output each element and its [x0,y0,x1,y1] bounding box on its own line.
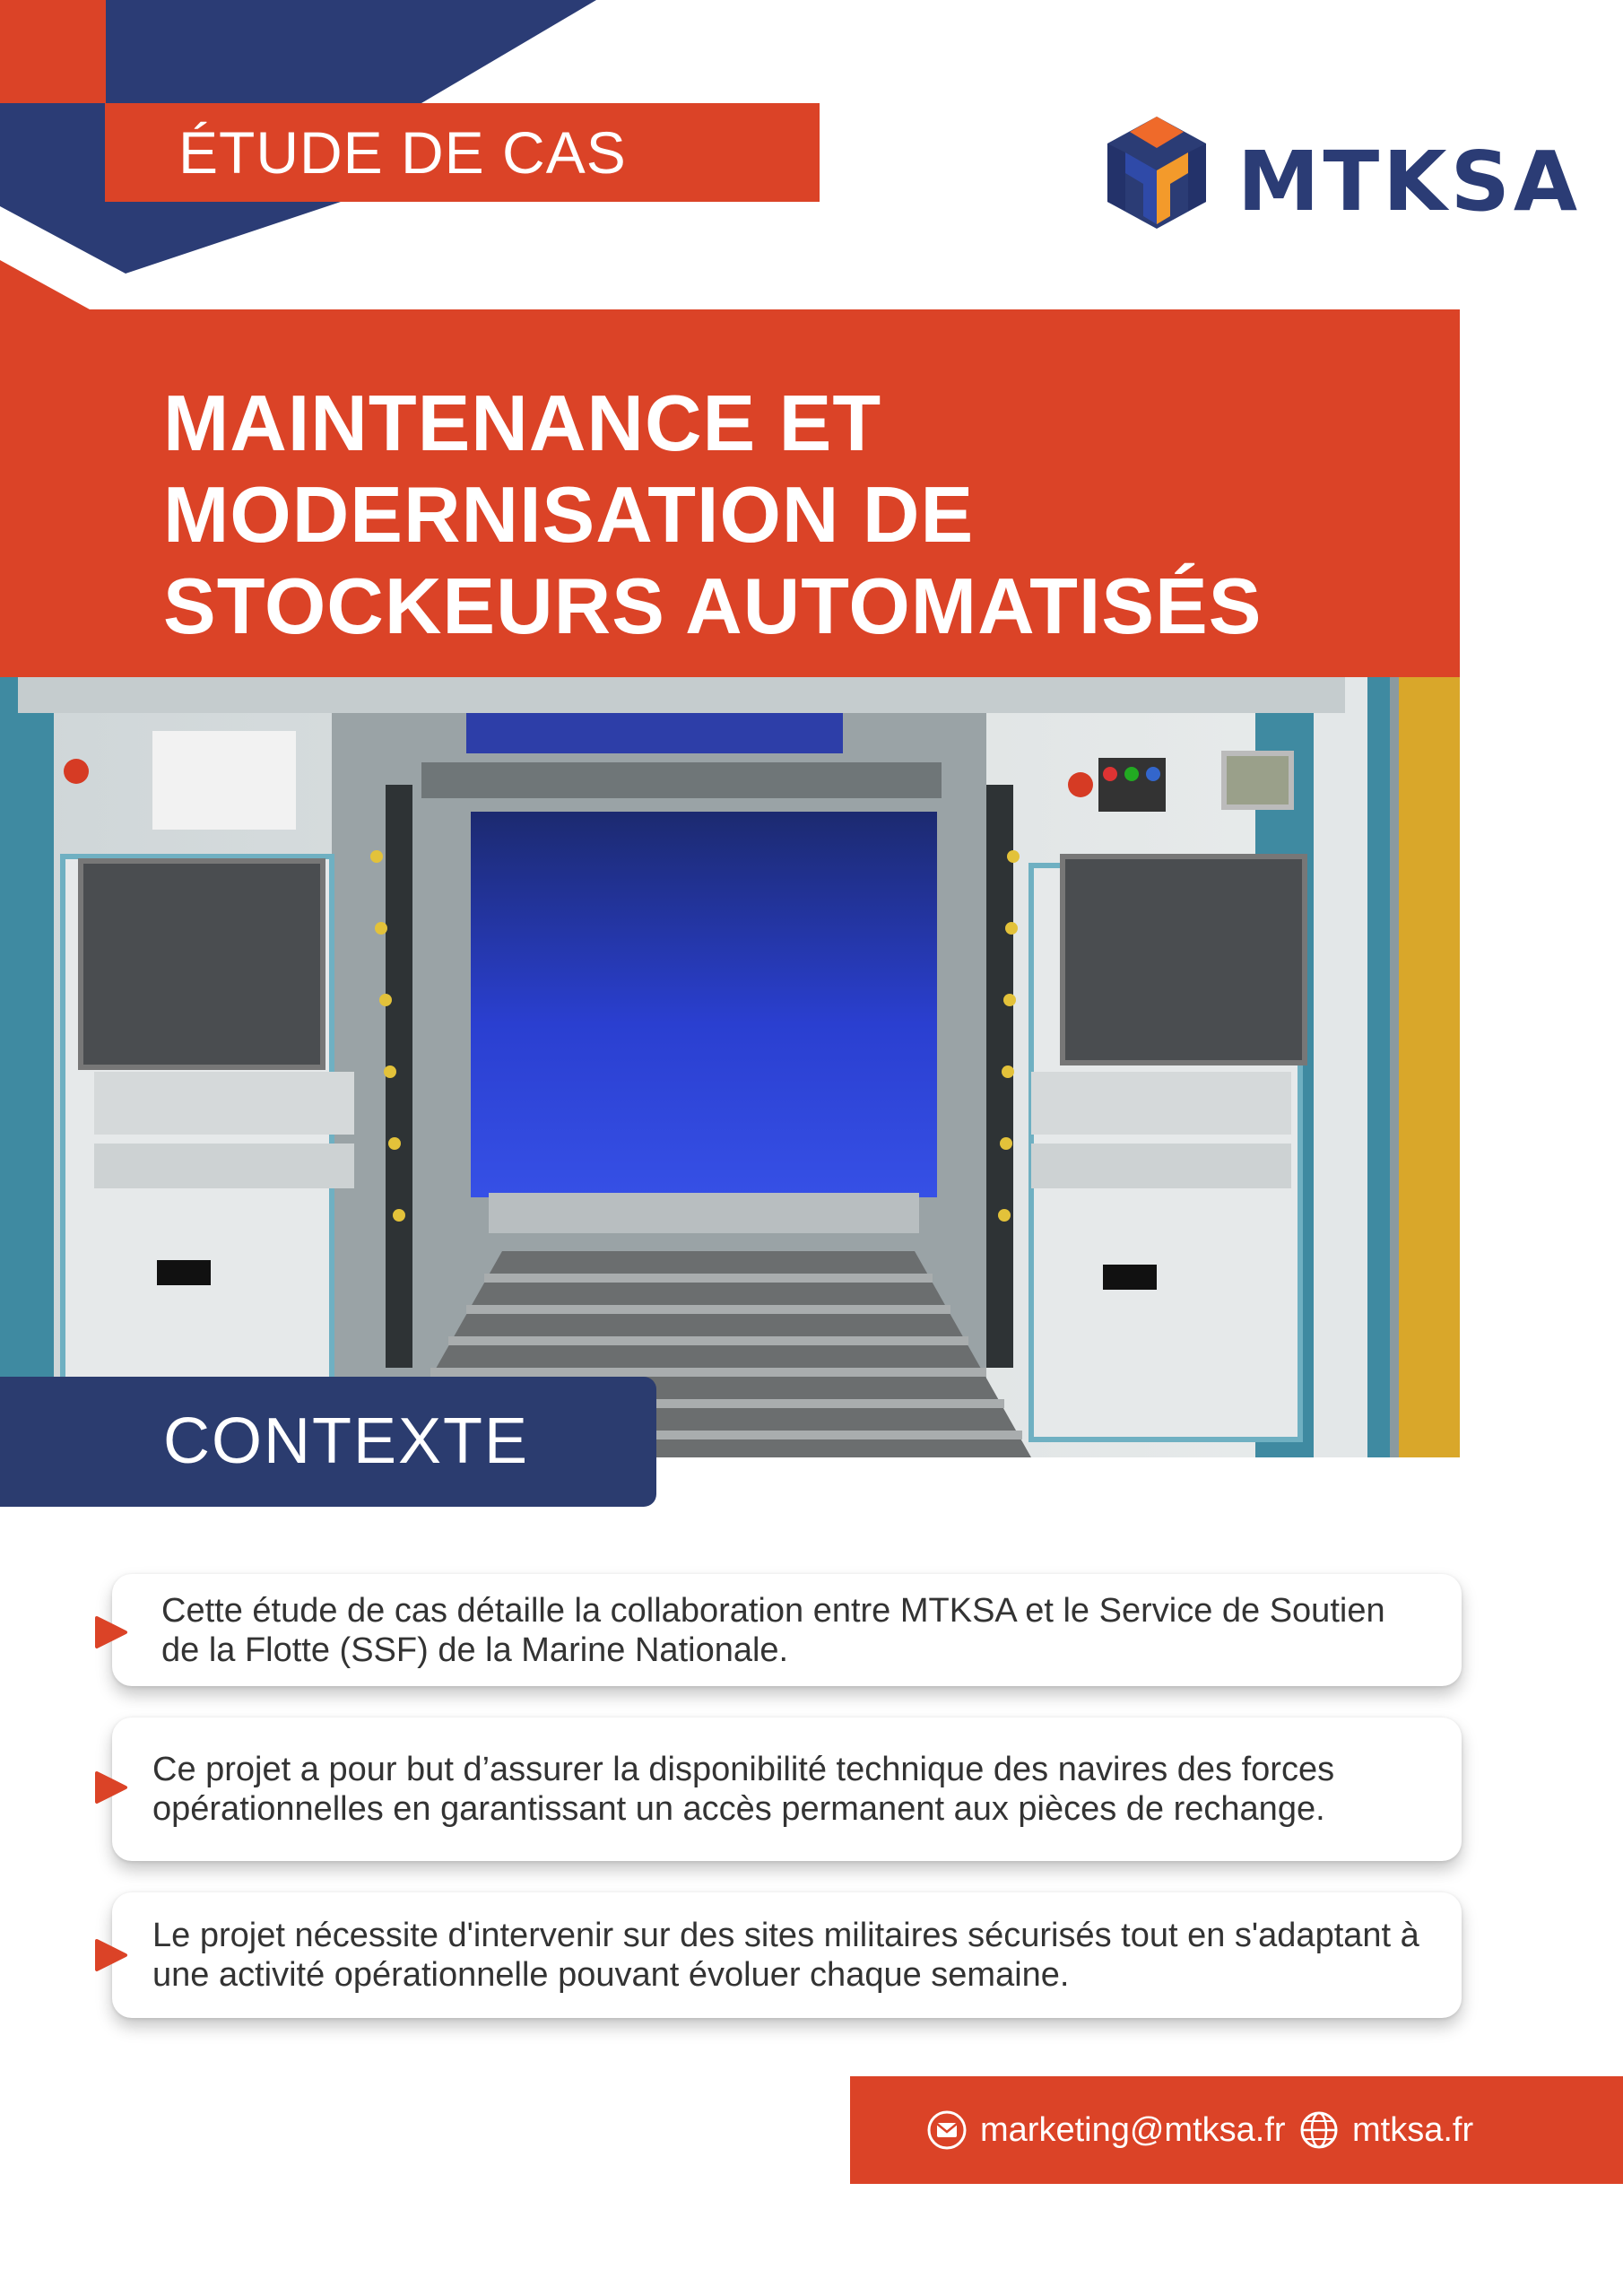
context-text-3: Le projet nécessite d'intervenir sur des sites militaires sécurisés tout en s'adaptant à une activité opérationnelle pouvant évoluer chaque semaine. [152,1917,1419,1994]
website-link[interactable]: mtksa.fr [1352,2110,1474,2149]
case-study-label: ÉTUDE DE CAS [105,103,820,202]
title-line-1: MAINTENANCE ET [163,378,882,467]
mail-icon [926,2109,968,2151]
arrow-bullet-icon [93,1770,129,1805]
machine-photo [0,677,1460,1457]
context-card-2 [112,1718,1462,1861]
section-title-contexte: CONTEXTE [0,1377,656,1507]
logo-text: MTKSA [1237,134,1582,230]
globe-icon [1298,2109,1340,2151]
title-line-2: MODERNISATION DE [163,470,975,559]
company-logo [1098,112,1601,238]
logo-cube-icon [1098,112,1215,238]
footer-website[interactable] [1298,2076,1473,2184]
arrow-bullet-icon [93,1937,129,1973]
context-card-1 [112,1574,1462,1686]
title-line-3: STOCKEURS AUTOMATISÉS [163,561,1263,650]
context-card-3 [112,1892,1462,2018]
footer-email[interactable] [926,2076,1286,2184]
footer-contact-bar [850,2076,1623,2184]
email-link[interactable]: marketing@mtksa.fr [980,2110,1286,2149]
context-text-1: Cette étude de cas détaille la collaboration entre MTKSA et le Service de Soutien de la Flotte (SSF) de la Marine Nationale. [161,1591,1385,1669]
page-title [163,378,1419,652]
context-text-2: Ce projet a pour but d’assurer la disponibilité technique des navires des forces opérationnelles en garantissant un accès permanent aux pièces de rechange. [152,1751,1335,1828]
arrow-bullet-icon [93,1614,129,1650]
title-block [0,309,1460,677]
